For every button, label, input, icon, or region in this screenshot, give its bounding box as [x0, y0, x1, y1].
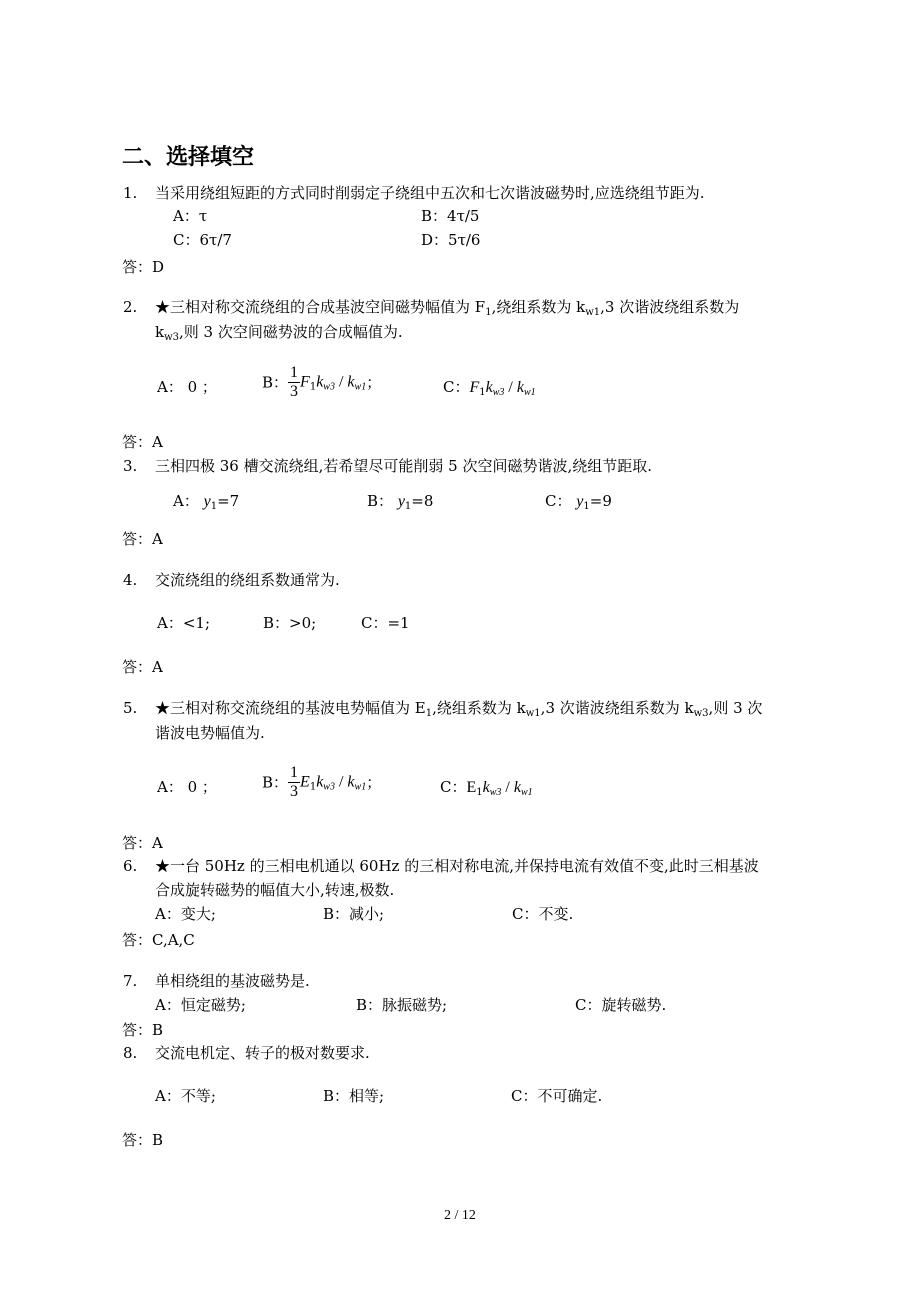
q2-line2: $k_{w3}$,则 3 次空间磁势波的合成幅值为. — [155, 323, 403, 343]
q4-option-a: A：<1; — [157, 614, 210, 632]
q8-text: 交流电机定、转子的极对数要求. — [155, 1044, 370, 1062]
q2-option-b: B： $\frac{1}{3}$ $F_1k_{w3} / k_{w1}$； — [262, 364, 382, 400]
q1-number: 1. — [123, 184, 138, 202]
q1-text: 当采用绕组短距的方式同时削弱定子绕组中五次和七次谐波磁势时,应选绕组节距为. — [155, 184, 705, 202]
q7-option-c: C：旋转磁势. — [575, 996, 667, 1014]
q8-answer: 答：B — [122, 1131, 164, 1149]
q5-option-c: C：$E_1k_{w3} / k_{w1}$ — [440, 778, 533, 798]
q5-line2: 谐波电势幅值为. — [155, 724, 265, 742]
page-number: 2 / 12 — [444, 1208, 476, 1223]
q5-number: 5. — [123, 699, 138, 717]
q6-option-b: B：减小; — [323, 905, 385, 923]
q3-option-b: B： $y_1=8$ — [367, 492, 434, 512]
q4-answer: 答：A — [122, 658, 163, 676]
q4-option-c: C：=1 — [361, 614, 410, 632]
q3-text: 三相四极 36 槽交流绕组,若希望尽可能削弱 5 次空间磁势谐波,绕组节距取. — [155, 457, 653, 475]
q8-number: 8. — [123, 1044, 138, 1062]
q5-line1: ★三相对称交流绕组的基波电势幅值为 $E_1$,绕组系数为 $k_{w1},3$ 次谐波绕组系数为 $k_{w3}$,则 3 次 — [155, 699, 763, 719]
q4-number: 4. — [123, 571, 138, 589]
q7-option-b: B：脉振磁势; — [356, 996, 448, 1014]
q5-option-a: A： 0 ； — [157, 778, 217, 796]
q1-option-b: B：4τ/5 — [421, 207, 480, 225]
q2-option-c: C：$F_1k_{w3} / k_{w1}$ — [443, 378, 536, 398]
q8-option-a: A：不等; — [155, 1087, 216, 1105]
q3-option-a: A： $y_1=7$ — [173, 492, 240, 512]
q1-option-c: C：6τ/7 — [173, 231, 232, 249]
q2-option-a: A： 0 ； — [157, 378, 217, 396]
q4-text: 交流绕组的绕组系数通常为. — [155, 571, 340, 589]
q3-option-c: C： $y_1=9$ — [545, 492, 612, 512]
q6-line1: ★一台 50Hz 的三相电机通以 60Hz 的三相对称电流,并保持电流有效值不变,此时三相基波 — [155, 857, 759, 875]
q4-option-b: B：>0; — [263, 614, 317, 632]
q6-option-c: C：不变. — [512, 905, 574, 923]
q3-number: 3. — [123, 457, 138, 475]
q2-number: 2. — [123, 298, 138, 316]
q5-answer: 答：A — [122, 834, 163, 852]
q1-option-a: A：τ — [173, 207, 208, 225]
q2-line1: ★三相对称交流绕组的合成基波空间磁势幅值为 $F_1$,绕组系数为 $k_{w1},3$ 次谐波绕组系数为 — [155, 298, 740, 318]
q2-answer: 答：A — [122, 433, 163, 451]
q5-option-b: B： $\frac{1}{3}$ $E_1k_{w3} / k_{w1}$； — [262, 764, 382, 800]
q6-option-a: A：变大; — [155, 905, 216, 923]
q6-line2: 合成旋转磁势的幅值大小,转速,极数. — [155, 881, 395, 899]
q7-number: 7. — [123, 972, 138, 990]
q1-option-d: D：5τ/6 — [421, 231, 481, 249]
section-title: 二、选择填空 — [122, 145, 255, 170]
q8-option-b: B：相等; — [323, 1087, 385, 1105]
q6-answer: 答：C,A,C — [122, 931, 195, 949]
q7-answer: 答：B — [122, 1021, 164, 1039]
q8-option-c: C：不可确定. — [511, 1087, 603, 1105]
q7-text: 单相绕组的基波磁势是. — [155, 972, 310, 990]
q6-number: 6. — [123, 857, 138, 875]
q1-answer: 答：D — [122, 258, 165, 276]
q7-option-a: A：恒定磁势; — [155, 996, 246, 1014]
q3-answer: 答：A — [122, 530, 163, 548]
